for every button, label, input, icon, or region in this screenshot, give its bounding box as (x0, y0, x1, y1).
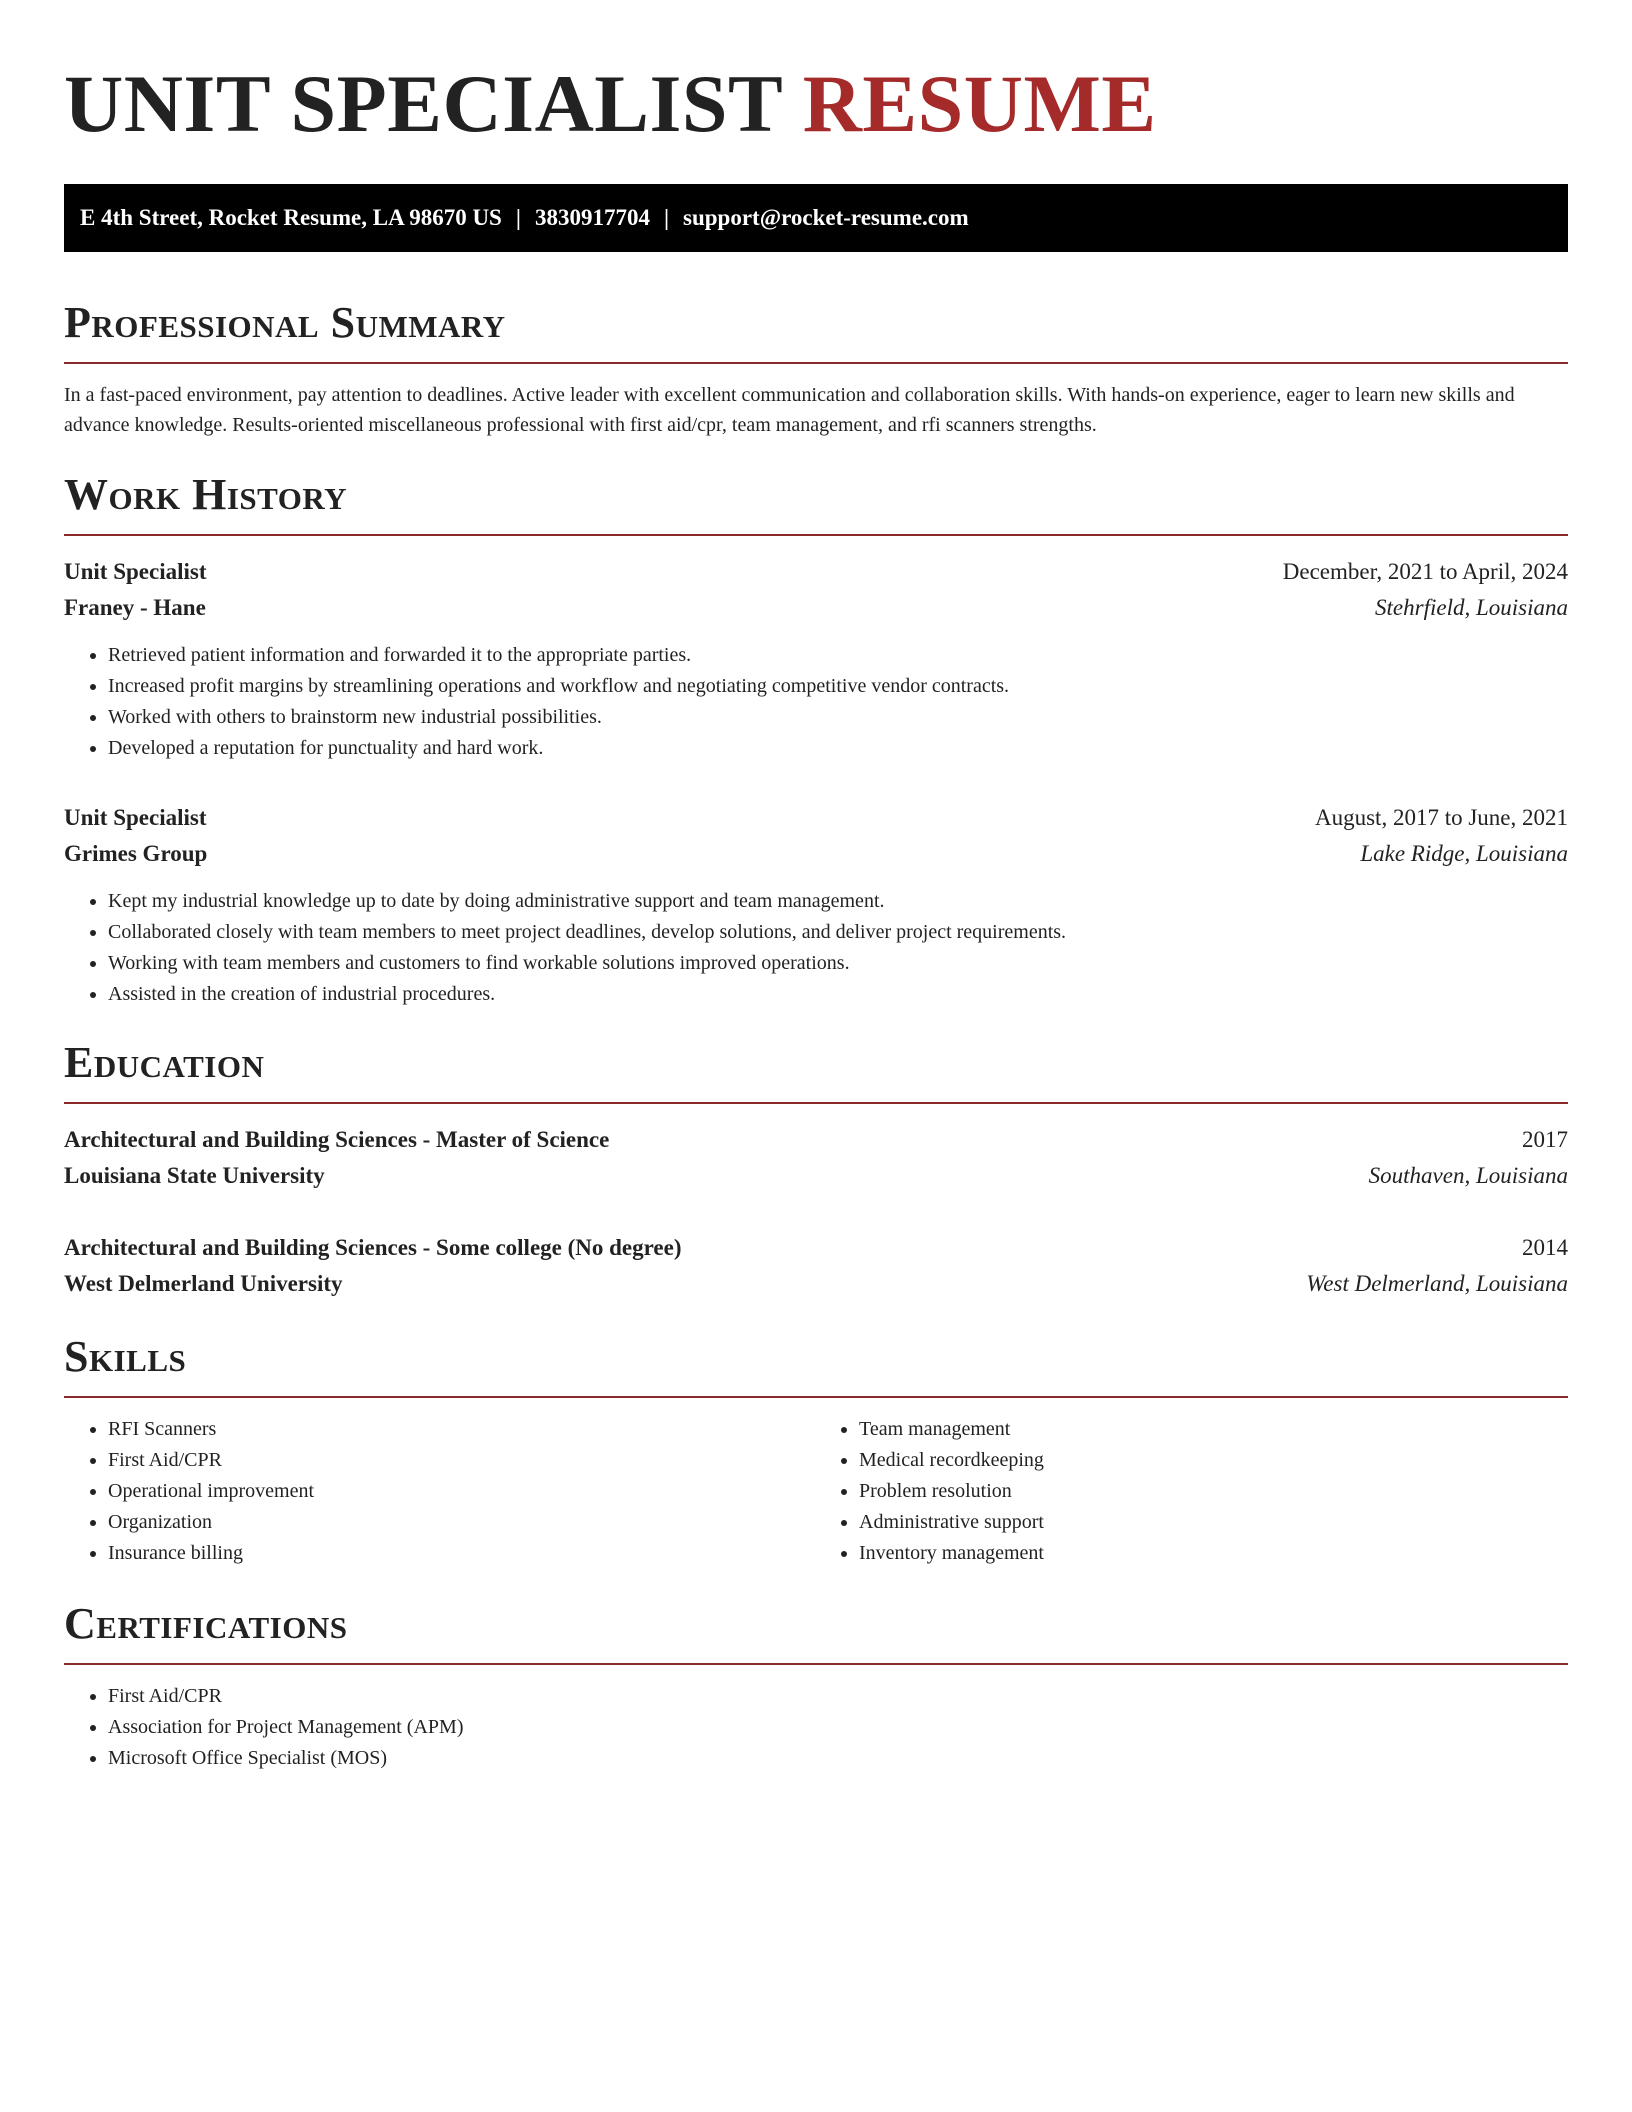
skill-item: • Insurance billing (108, 1538, 816, 1569)
certifications-list (64, 1681, 1568, 1774)
skill-item: • Medical recordkeeping (859, 1445, 1568, 1476)
certification-item: • Microsoft Office Specialist (MOS) (108, 1743, 1568, 1774)
education-location: Southaven, Louisiana (1368, 1163, 1568, 1188)
job-bullet-list (64, 640, 1568, 764)
job-bullet: • Kept my industrial knowledge up to date by doing administrative support and team management. (108, 886, 1568, 917)
job-bullet: • Retrieved patient information and forwarded it to the appropriate parties. (108, 640, 1568, 671)
education-degree-row (64, 1122, 1568, 1158)
job-entry (64, 554, 1568, 764)
skill-item: • Operational improvement (108, 1476, 816, 1507)
education-degree-row (64, 1230, 1568, 1266)
contact-bar (64, 184, 1568, 252)
job-header-row (64, 554, 1568, 590)
skills-list-left (64, 1414, 816, 1569)
summary-heading: Professional Summary (64, 298, 506, 347)
job-company: Grimes Group (64, 841, 208, 866)
education-school-row (64, 1266, 1568, 1302)
skill-item: • Problem resolution (859, 1476, 1568, 1507)
section-divider (64, 1102, 1568, 1104)
skill-item: • First Aid/CPR (108, 1445, 816, 1476)
contact-separator: | (663, 205, 670, 230)
resume-title (64, 56, 1568, 152)
education-degree: Architectural and Building Sciences - Some college (No degree) (64, 1235, 682, 1260)
certification-item: • First Aid/CPR (108, 1681, 1568, 1712)
certification-item: • Association for Project Management (APM) (108, 1712, 1568, 1743)
job-bullet: • Collaborated closely with team members to meet project deadlines, develop solutions, and deliver project requirements. (108, 917, 1568, 948)
education-year: 2017 (1522, 1127, 1568, 1152)
section-divider (64, 534, 1568, 536)
job-location: Lake Ridge, Louisiana (1360, 841, 1568, 866)
education-year: 2014 (1522, 1235, 1568, 1260)
job-bullet: • Worked with others to brainstorm new industrial possibilities. (108, 702, 1568, 733)
work-history-heading: Work History (64, 470, 348, 519)
summary-section (64, 296, 1568, 440)
section-divider (64, 1396, 1568, 1398)
skills-list-right (816, 1414, 1568, 1569)
skill-item: • RFI Scanners (108, 1414, 816, 1445)
skill-item: • Inventory management (859, 1538, 1568, 1569)
education-location: West Delmerland, Louisiana (1306, 1271, 1568, 1296)
education-section (64, 1036, 1568, 1302)
job-location: Stehrfield, Louisiana (1375, 595, 1568, 620)
work-history-section (64, 468, 1568, 1010)
job-bullet-list (64, 886, 1568, 1010)
education-entry (64, 1230, 1568, 1302)
contact-phone: 3830917704 (534, 205, 650, 230)
skills-grid (64, 1414, 1568, 1569)
education-heading: Education (64, 1038, 265, 1087)
job-dates: December, 2021 to April, 2024 (1282, 559, 1568, 584)
job-header-row (64, 800, 1568, 836)
job-entry (64, 800, 1568, 1010)
job-title: Unit Specialist (64, 559, 207, 584)
certifications-heading: Certifications (64, 1599, 348, 1648)
section-divider (64, 1663, 1568, 1665)
job-bullet: • Assisted in the creation of industrial procedures. (108, 979, 1568, 1010)
job-bullet: • Developed a reputation for punctuality and hard work. (108, 733, 1568, 764)
job-title: Unit Specialist (64, 805, 207, 830)
job-dates: August, 2017 to June, 2021 (1315, 805, 1568, 830)
contact-address: E 4th Street, Rocket Resume, LA 98670 US (80, 205, 502, 230)
section-divider (64, 362, 1568, 364)
title-main: UNIT SPECIALIST (64, 58, 782, 149)
skill-item: • Administrative support (859, 1507, 1568, 1538)
job-company-row (64, 590, 1568, 626)
title-accent: RESUME (802, 58, 1157, 149)
certifications-section (64, 1597, 1568, 1774)
skills-section (64, 1330, 1568, 1569)
job-bullet: • Working with team members and customers to find workable solutions improved operations. (108, 948, 1568, 979)
education-school: Louisiana State University (64, 1163, 325, 1188)
education-entry (64, 1122, 1568, 1194)
contact-email: support@rocket-resume.com (683, 205, 969, 230)
skill-item: • Organization (108, 1507, 816, 1538)
education-school-row (64, 1158, 1568, 1194)
skill-item: • Team management (859, 1414, 1568, 1445)
skills-heading: Skills (64, 1332, 187, 1381)
summary-text: In a fast-paced environment, pay attention to deadlines. Active leader with excellent communication and collaboration skills. With hands-on experience, eager to learn new skills and advance knowledge. Results-oriented miscellaneous professional with first aid/cpr, team management, and rfi scanners strengths. (64, 384, 1515, 436)
education-degree: Architectural and Building Sciences - Master of Science (64, 1127, 610, 1152)
job-company-row (64, 836, 1568, 872)
education-school: West Delmerland University (64, 1271, 343, 1296)
job-company: Franey - Hane (64, 595, 206, 620)
job-bullet: • Increased profit margins by streamlining operations and workflow and negotiating competitive vendor contracts. (108, 671, 1568, 702)
contact-separator: | (515, 205, 521, 230)
